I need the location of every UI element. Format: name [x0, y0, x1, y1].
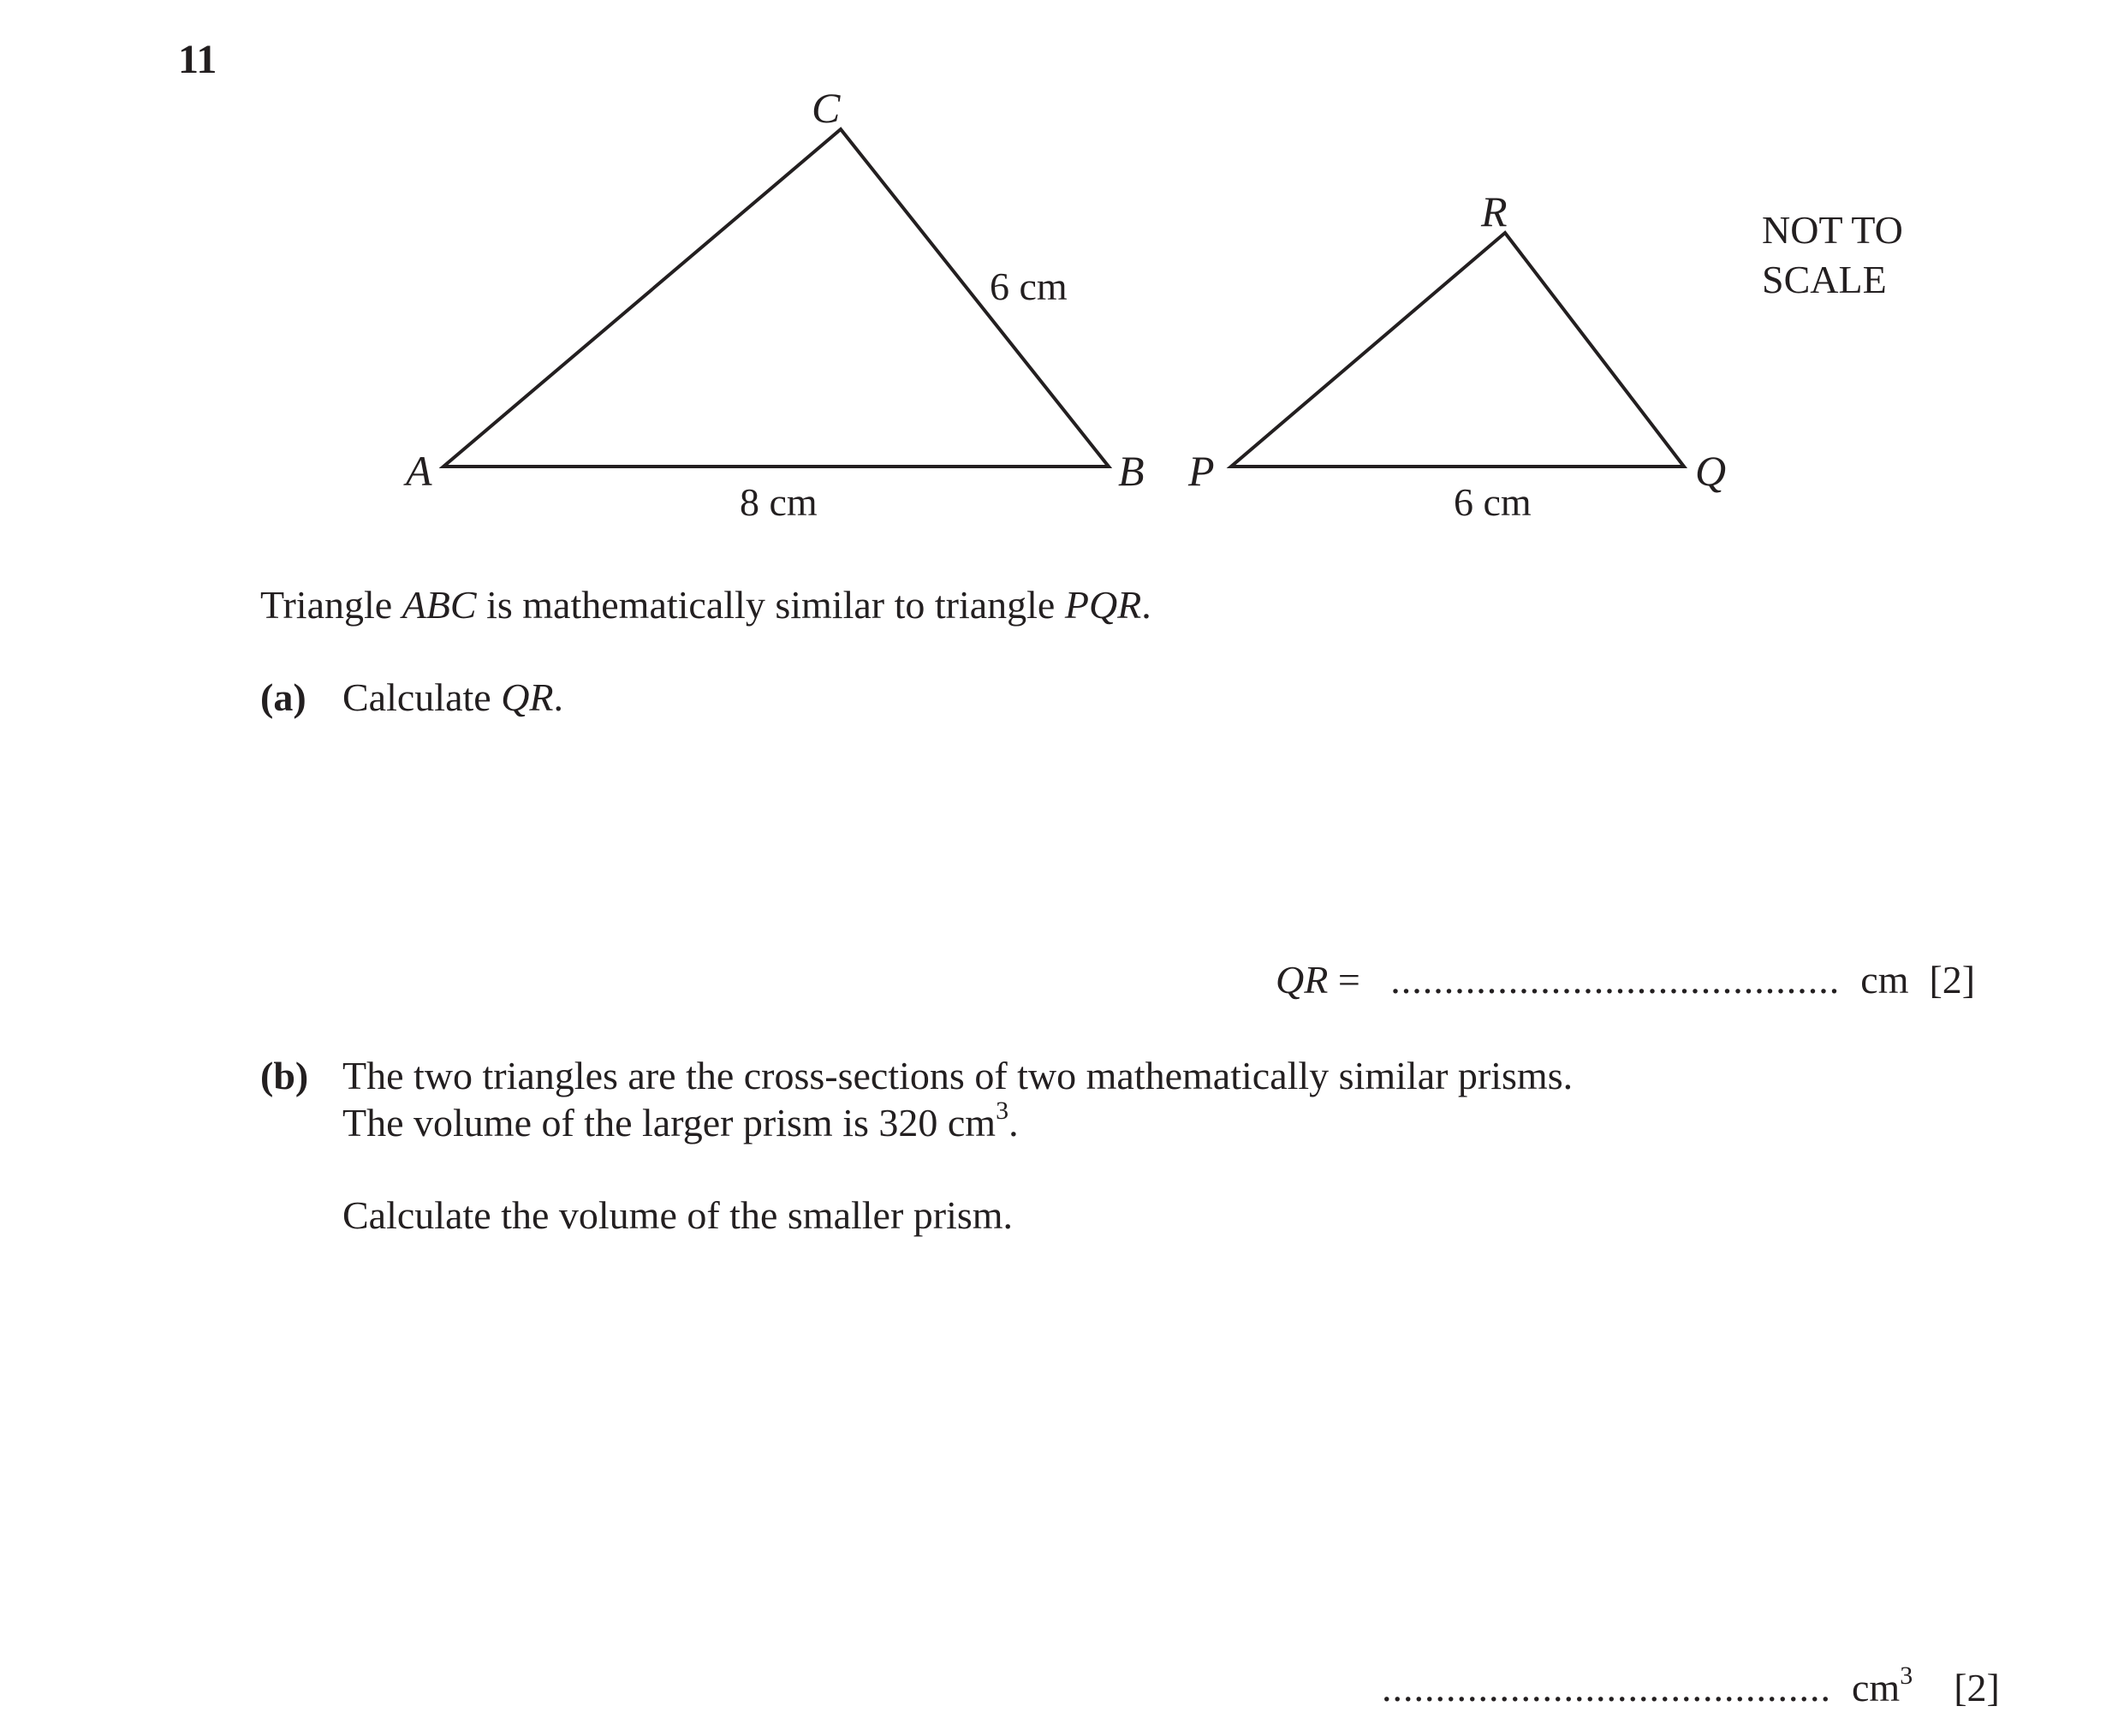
answer-b-marks: [2] [1954, 1666, 2000, 1709]
answer-a-var: QR [1276, 958, 1329, 1002]
answer-b-unit-sup: 3 [1900, 1662, 1913, 1690]
vertex-c-label: C [812, 84, 841, 132]
stem-suffix: . [1141, 583, 1151, 627]
part-b-line-2-sup: 3 [996, 1097, 1009, 1125]
part-a-label: (a) [260, 675, 306, 719]
part-b-line-1: The two triangles are the cross-sections of two mathematically similar prisms. [342, 1054, 1574, 1097]
part-b-line-2-text: The volume of the larger prism is 320 cm [342, 1101, 997, 1144]
stem-prefix: Triangle [260, 583, 402, 627]
side-ab-label: 8 cm [740, 480, 818, 524]
part-b-line-3: Calculate the volume of the smaller prism. [342, 1193, 1014, 1237]
part-a-answer-line [1276, 957, 1975, 1002]
vertex-b-label: B [1118, 447, 1145, 495]
side-cb-label: 6 cm [990, 265, 1068, 308]
part-b-line-2 [342, 1097, 1019, 1145]
note-line-1: NOT TO [1762, 208, 1903, 252]
vertex-a-label: A [406, 447, 432, 495]
part-a-prefix: Calculate [342, 675, 502, 719]
part-a-question [342, 675, 563, 720]
answer-b-unit: cm [1852, 1666, 1901, 1709]
vertex-p-label: P [1188, 447, 1215, 495]
answer-a-field[interactable]: .......................................... [1390, 958, 1841, 1002]
stem-triangle-pqr: PQR [1064, 583, 1142, 627]
vertex-r-label: R [1481, 187, 1508, 235]
answer-b-field[interactable]: .......................................... [1382, 1666, 1831, 1709]
question-number: 11 [178, 37, 217, 82]
part-b-label: (b) [260, 1054, 309, 1097]
part-b-answer-line [1382, 1662, 2000, 1710]
stem-triangle-abc: ABC [402, 583, 477, 627]
answer-a-equals: = [1328, 958, 1371, 1002]
question-stem [260, 582, 1151, 627]
answer-a-unit: cm [1860, 958, 1909, 1002]
stem-middle: is mathematically similar to triangle [476, 583, 1065, 627]
part-b-line-2-suffix: . [1008, 1101, 1019, 1144]
not-to-scale-note [1762, 205, 1903, 305]
part-a-suffix: . [553, 675, 564, 719]
triangle-pqr [1231, 233, 1684, 467]
note-line-2: SCALE [1762, 258, 1887, 301]
side-pq-label: 6 cm [1454, 480, 1532, 524]
part-a-var: QR [501, 675, 554, 719]
vertex-q-label: Q [1695, 447, 1727, 495]
answer-a-marks: [2] [1929, 958, 1976, 1002]
